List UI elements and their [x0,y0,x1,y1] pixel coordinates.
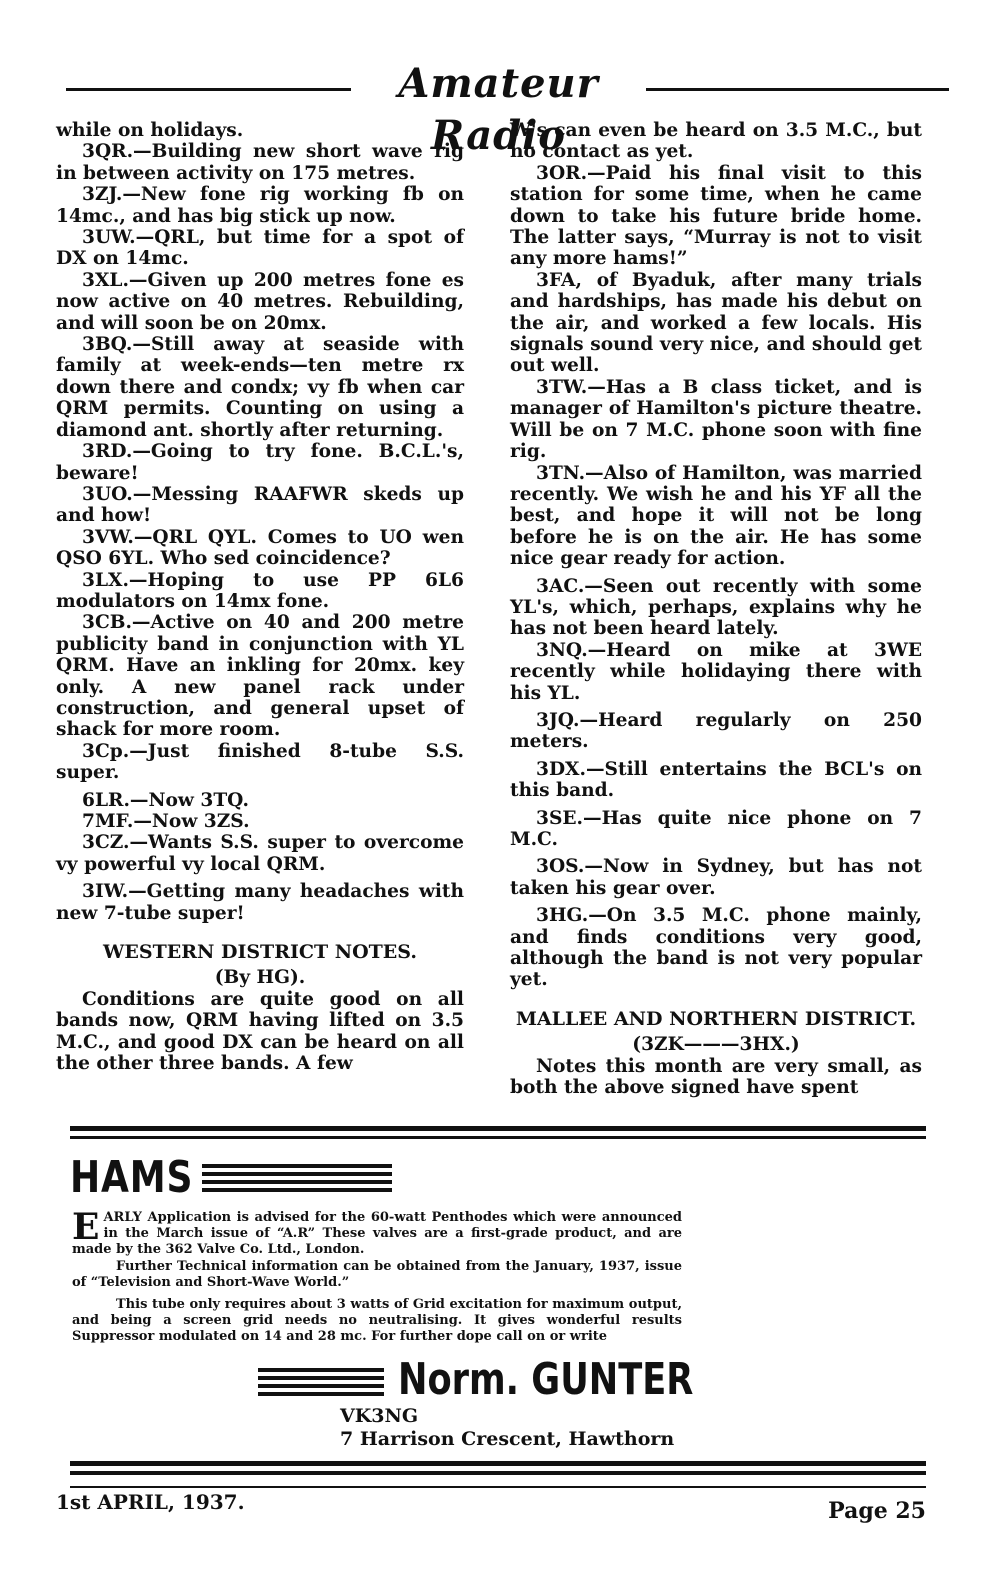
footer-rule [70,1486,926,1488]
advertisement [70,1150,926,1455]
ad-name-bars [258,1368,384,1400]
mallee-text: Notes this month are very small, as both the above signed have spent [510,1055,922,1099]
left-paragraph: 3LX.—Hoping to use PP 6L6 modulators on 14mx fone. [56,569,464,612]
left-column [56,120,464,1074]
mallee-byline: (3ZK———3HX.) [632,1034,800,1056]
masthead-title: Amateur Radio [398,60,599,159]
right-paragraph: 3DX.—Still entertains the BCL's on this band. [510,758,922,802]
left-paragraph: 3Cp.—Just finished 8-tube S.S. super. [56,740,464,784]
right-column [510,120,922,1098]
right-paragraph: 3FA, of Byaduk, after many trials and hardships, has made his debut on the air, and worked a few locals. His signals sound very nice, and should get out well. [510,269,922,377]
left-paragraph: 3CZ.—Wants S.S. super to overcome vy powerful vy local QRM. [56,832,464,875]
left-paragraph: 3UW.—QRL, but time for a spot of DX on 14mc. [56,227,464,270]
western-heading: WESTERN DISTRICT NOTES. [103,941,417,964]
left-paragraph: 3BQ.—Still away at seaside with family at week-ends—ten metre rx down there and condx; vy fb when car QRM permits. Counting on using a diamond ant. shortly after returning. [56,334,464,441]
ad-headline-bars [202,1164,392,1196]
left-paragraph: 3UO.—Messing RAAFWR skeds up and how! [56,483,464,527]
ad-headline: HAMS [70,1152,194,1203]
left-paragraph: 3VW.—QRL QYL. Comes to UO wen QSO 6YL. Who sed coincidence? [56,526,464,570]
right-paragraph: 3AC.—Seen out recently with some YL's, which, perhaps, explains why he has not been heard lately. [510,575,922,640]
left-paragraph: 6LR.—Now 3TQ. [82,789,249,811]
western-byline: (By HG). [214,967,306,989]
ad-bottom-rule-1 [70,1461,926,1466]
right-paragraph: 3TN.—Also of Hamilton, was married recently. We wish he and his YF all the best, and hope it will not be long before he is on the air. He has some nice gear ready for action. [510,462,922,570]
left-paragraph: 3QR.—Building new short wave rig in between activity on 175 metres. [56,141,464,184]
ad-top-rule-1 [70,1126,926,1131]
ad-top-rule-2 [70,1136,926,1139]
left-paragraph: 7MF.—Now 3ZS. [82,811,250,832]
mallee-heading: MALLEE AND NORTHERN DISTRICT. [515,1007,917,1030]
ad-para-1: ARLY Application is advised for the 60-watt Penthodes which were announced in the March issue of “A.R” These valves are a first-grade product, and are made by the 362 Valve Co. Ltd., London. [72,1210,682,1258]
ad-name: Norm. GUNTER [398,1354,694,1405]
left-paragraph: 3XL.—Given up 200 metres fone es now active on 40 metres. Rebuilding, and will soon be on 20mx. [56,269,464,334]
left-paragraph: 3CB.—Active on 40 and 200 metre publicity band in conjunction with YL QRM. Have an inkling for 20mx. key only. A new panel rack under construction, and general upset of shack for more room. [56,612,464,741]
right-paragraph: 3SE.—Has quite nice phone on 7 M.C. [510,807,922,850]
ad-bottom-rule-2 [70,1471,926,1475]
right-paragraph: 3TW.—Has a B class ticket, and is manager of Hamilton's picture theatre. Will be on 7 M.C. phone soon with fine rig. [510,376,922,463]
right-paragraph: 3OR.—Paid his final visit to this station for some time, when he came down to take his future bride home. The latter says, “Murray is not to visit any more hams!” [510,162,922,270]
western-text: Conditions are quite good on all bands now, QRM having lifted on 3.5 M.C., and good DX can be heard on all the other three bands. A few [56,988,464,1075]
right-paragraph: 3NQ.—Heard on mike at 3WE recently while holidaying there with his YL. [510,639,922,704]
ad-para-2: Further Technical information can be obtained from the January, 1937, issue of “Television and Short-Wave World.” [72,1258,682,1290]
ad-dropcap: E [72,1206,100,1248]
masthead-rule-right [646,88,949,91]
right-paragraph: W's can even be heard on 3.5 M.C., but no contact as yet. [510,120,922,163]
right-paragraph: 3JQ.—Heard regularly on 250 meters. [510,709,922,753]
issue-date: 1st APRIL, 1937. [56,1490,245,1514]
page-number: Page 25 [828,1498,926,1524]
left-paragraph: while on holidays. [56,120,244,141]
ad-callsign: VK3NG [340,1405,419,1427]
ad-para-3: This tube only requires about 3 watts of Grid excitation for maximum output, and being a screen grid needs no neutralising. It gives wonderful results Suppressor modulated on 14 and 28 mc. For further dope call on or write [72,1297,682,1345]
left-paragraph: 3RD.—Going to try fone. B.C.L.'s, beware! [56,441,464,484]
right-paragraph: 3OS.—Now in Sydney, but has not taken his gear over. [510,856,922,899]
masthead-rule-left [66,88,351,91]
ad-body [72,1206,682,1346]
left-paragraph: 3IW.—Getting many headaches with new 7-tube super! [56,881,464,924]
ad-address: 7 Harrison Crescent, Hawthorn [340,1428,675,1450]
right-paragraph: 3HG.—On 3.5 M.C. phone mainly, and finds conditions very good, although the band is not very popular yet. [510,905,922,991]
left-paragraph: 3ZJ.—New fone rig working fb on 14mc., and has big stick up now. [56,184,464,227]
